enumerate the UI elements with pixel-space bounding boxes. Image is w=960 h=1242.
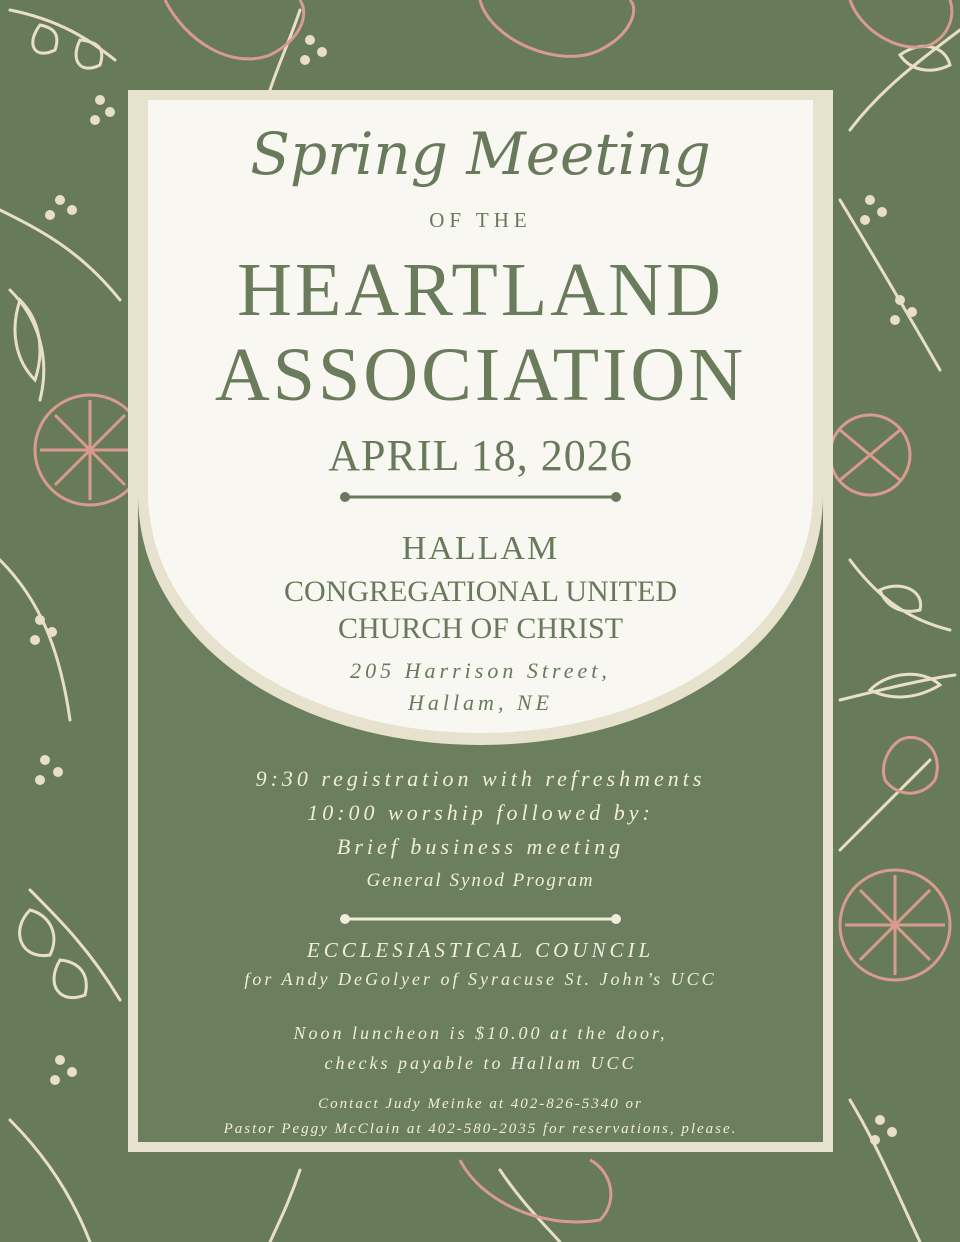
organization-name-line1: HEARTLAND: [237, 248, 724, 332]
stem-icon: [850, 1100, 920, 1242]
council-subtitle: for Andy DeGolyer of Syracuse St. John’s UCC: [244, 969, 717, 989]
contact-line1: Contact Judy Meinke at 402-826-5340 or: [318, 1096, 643, 1112]
stem-icon: [10, 1120, 90, 1242]
luncheon-line1: Noon luncheon is $10.00 at the door,: [293, 1023, 668, 1043]
schedule-business: Brief business meeting: [336, 834, 625, 859]
flower-icon: [480, 0, 634, 56]
flower-icon: [850, 0, 952, 47]
address-line2: Hallam, NE: [407, 690, 554, 715]
leaf-icon: [33, 25, 57, 53]
event-title: Spring Meeting: [250, 120, 711, 188]
divider-top: [338, 490, 623, 504]
contact-line2: Pastor Peggy McClain at 402-580-2035 for reservations, please.: [223, 1121, 738, 1137]
flower-icon: [165, 0, 304, 59]
council-heading: ECCLESIASTICAL COUNCIL: [306, 938, 655, 962]
luncheon-info: [138, 1018, 823, 1078]
title-connector: OF THE: [429, 208, 532, 232]
stem-icon: [0, 210, 120, 300]
leaf-icon: [54, 960, 86, 998]
stem-icon: [30, 890, 120, 1000]
flower-icon: [460, 1160, 611, 1222]
luncheon-line2: checks payable to Hallam UCC: [324, 1053, 637, 1073]
poster-panel: [138, 100, 823, 1142]
arch-background: [138, 100, 823, 750]
venue-name: HALLAM: [401, 530, 560, 567]
schedule-program: General Synod Program: [366, 870, 595, 891]
schedule: [138, 762, 823, 898]
stem-icon: [840, 200, 940, 370]
stem-icon: [270, 10, 300, 90]
venue-address: [138, 655, 823, 719]
organization-name-line2: ASSOCIATION: [214, 333, 747, 417]
flower-icon: [883, 737, 937, 793]
poster-frame: [128, 90, 833, 1152]
venue-name-line2: CONGREGATIONAL UNITED: [283, 575, 677, 608]
schedule-worship: 10:00 worship followed by:: [307, 800, 654, 825]
leaf-icon: [20, 910, 54, 956]
venue-name-line3: CHURCH OF CHRIST: [337, 612, 624, 645]
divider-bottom: [338, 912, 623, 926]
stem-icon: [270, 1170, 300, 1242]
stem-icon: [850, 560, 950, 630]
contact-info: [138, 1092, 823, 1142]
stem-icon: [10, 10, 115, 60]
venue-full-name: [138, 573, 823, 647]
schedule-registration: 9:30 registration with refreshments: [255, 766, 706, 791]
event-date: APRIL 18, 2026: [328, 431, 633, 480]
council-section: [138, 935, 823, 993]
address-line1: 205 Harrison Street,: [350, 658, 611, 683]
leaf-icon: [76, 40, 102, 68]
